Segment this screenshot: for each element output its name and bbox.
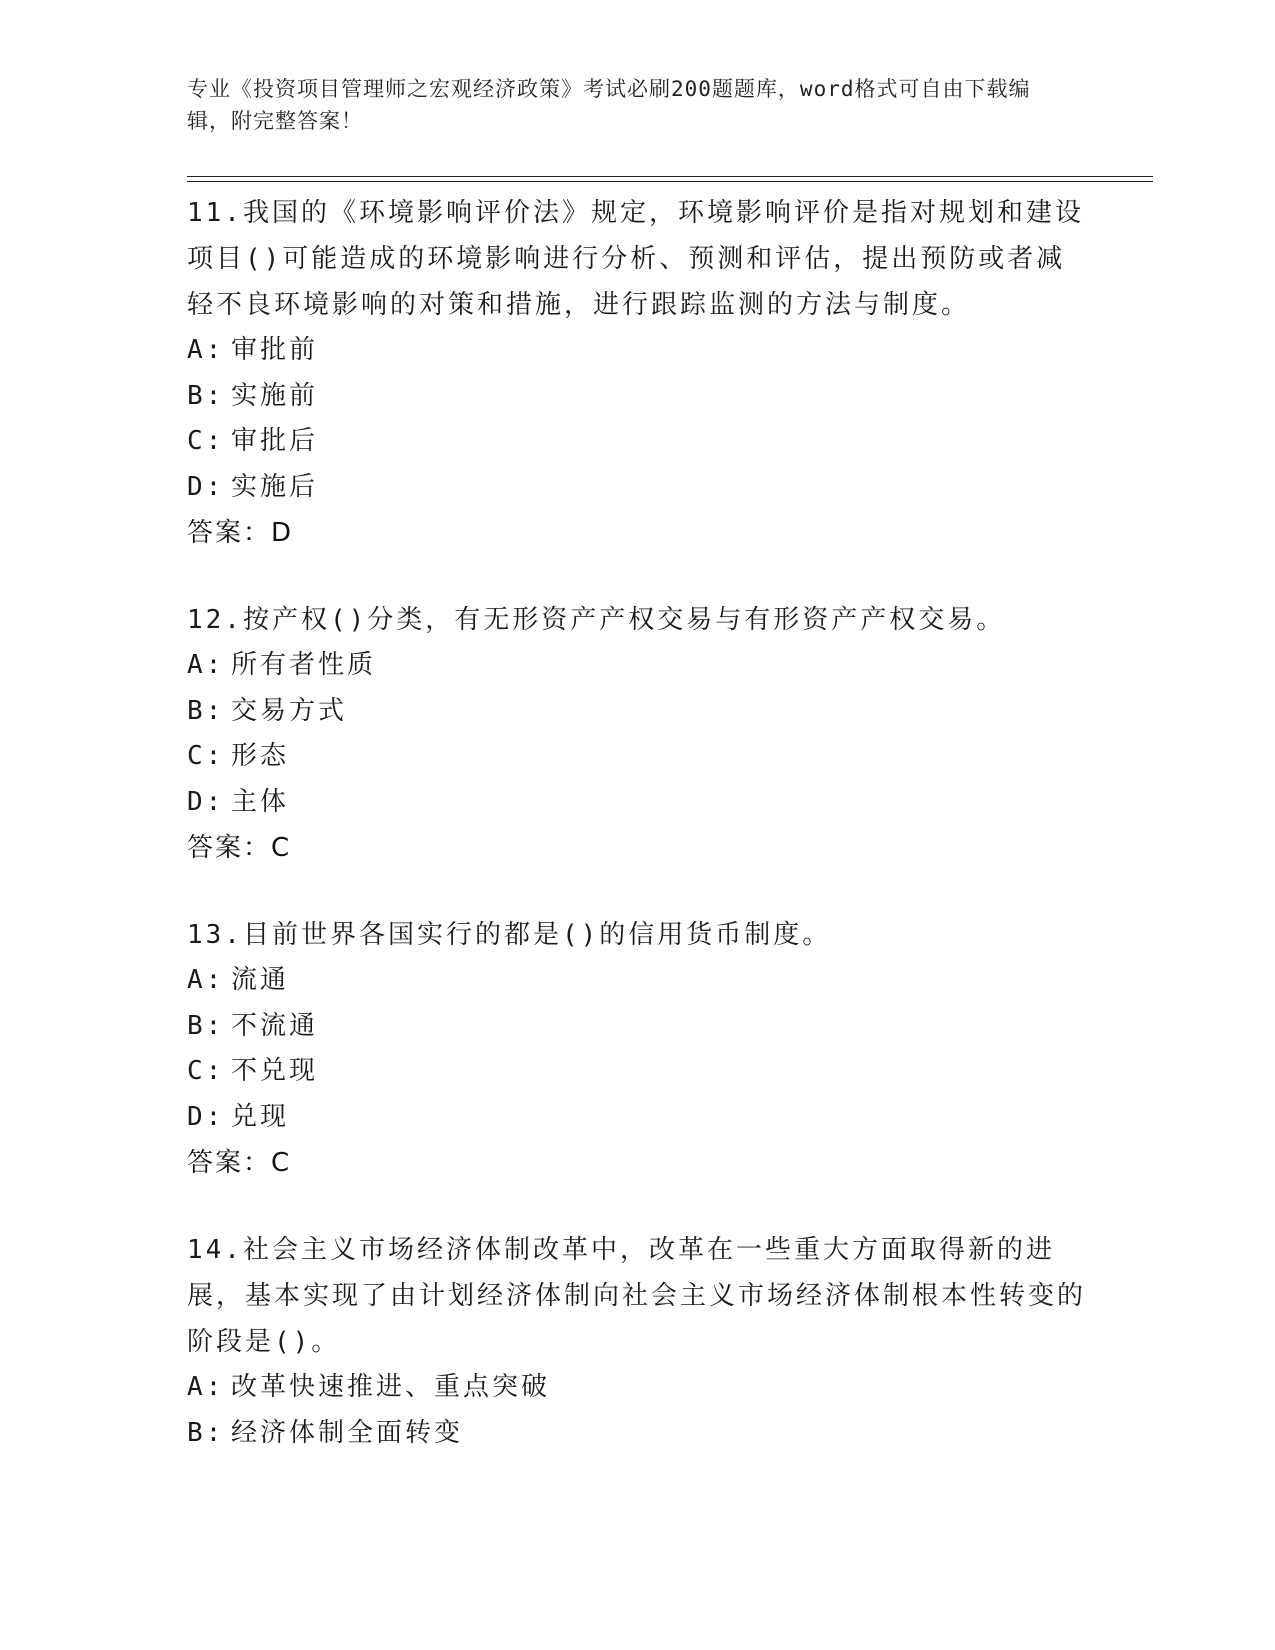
option-key: A:	[187, 650, 225, 680]
question-14	[187, 1227, 1087, 1456]
header-divider-top	[187, 176, 1153, 177]
option-text: 交易方式	[231, 695, 348, 726]
question-12	[187, 597, 1087, 871]
option-a	[187, 958, 1087, 1004]
option-text: 不流通	[231, 1010, 319, 1041]
option-text: 改革快速推进、重点突破	[231, 1372, 551, 1402]
option-b	[187, 1411, 1087, 1457]
answer-line: 答案：C	[187, 833, 292, 863]
option-d	[187, 1095, 1087, 1141]
option-text: 实施后	[231, 471, 319, 502]
option-key: D:	[187, 786, 225, 817]
answer-line: 答案：C	[187, 1148, 292, 1178]
question-list	[187, 190, 1087, 1497]
option-text: 所有者性质	[231, 650, 377, 680]
option-text: 实施前	[231, 380, 319, 411]
option-a	[187, 1365, 1087, 1411]
question-11	[187, 190, 1087, 556]
document-header: 专业《投资项目管理师之宏观经济政策》考试必刷200题题库，word格式可自由下载编辑，附完整答案！	[187, 77, 1031, 133]
option-key: A:	[187, 1372, 225, 1402]
option-d	[187, 465, 1087, 511]
option-key: A:	[187, 965, 225, 995]
option-key: D:	[187, 1101, 225, 1132]
option-text: 主体	[231, 786, 290, 817]
question-stem: 12.按产权()分类，有无形资产产权交易与有形资产产权交易。	[187, 605, 1006, 635]
option-c	[187, 1049, 1087, 1095]
option-b	[187, 689, 1087, 735]
option-c	[187, 734, 1087, 780]
option-key: D:	[187, 471, 225, 502]
option-text: 审批前	[231, 335, 319, 365]
option-b	[187, 374, 1087, 420]
option-c	[187, 419, 1087, 465]
question-stem: 13.目前世界各国实行的都是()的信用货币制度。	[187, 920, 832, 950]
option-text: 审批后	[231, 426, 319, 456]
option-key: B:	[187, 1010, 225, 1041]
option-key: B:	[187, 1417, 225, 1448]
option-a	[187, 643, 1087, 689]
header-divider-bottom	[187, 181, 1153, 182]
option-key: C:	[187, 426, 225, 456]
option-text: 形态	[231, 741, 290, 771]
question-stem: 14.社会主义市场经济体制改革中，改革在一些重大方面取得新的进展，基本实现了由计划经济体制向社会主义市场经济体制根本性转变的阶段是()。	[187, 1235, 1087, 1357]
option-text: 经济体制全面转变	[231, 1417, 464, 1448]
option-text: 不兑现	[231, 1056, 319, 1086]
option-a	[187, 328, 1087, 374]
answer-line: 答案：D	[187, 518, 294, 548]
option-key: B:	[187, 695, 225, 726]
question-stem: 11.我国的《环境影响评价法》规定，环境影响评价是指对规划和建设项目()可能造成的环境影响进行分析、预测和评估，提出预防或者减轻不良环境影响的对策和措施，进行跟踪监测的方法与制度。	[187, 198, 1084, 320]
option-key: B:	[187, 380, 225, 411]
question-13	[187, 912, 1087, 1186]
option-key: C:	[187, 741, 225, 771]
option-key: C:	[187, 1056, 225, 1086]
option-text: 流通	[231, 965, 290, 995]
option-text: 兑现	[231, 1101, 290, 1132]
option-b	[187, 1004, 1087, 1050]
option-key: A:	[187, 335, 225, 365]
option-d	[187, 780, 1087, 826]
